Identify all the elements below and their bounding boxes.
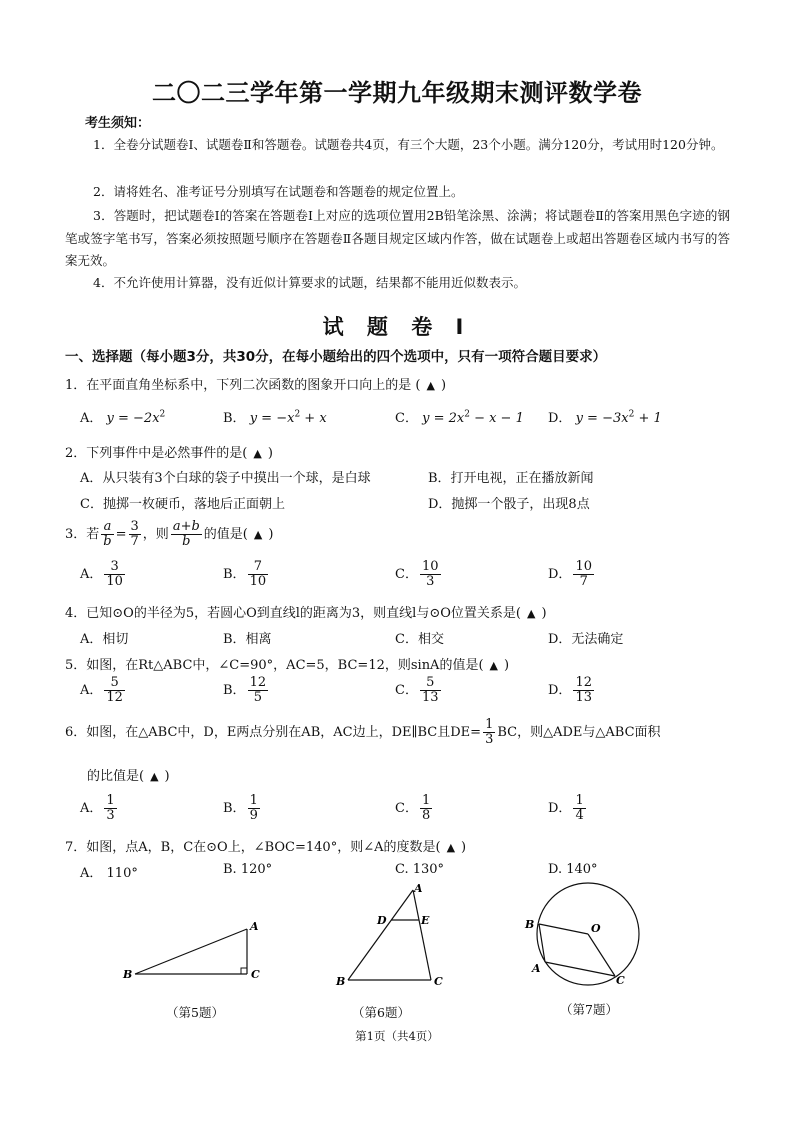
point-label-b: B xyxy=(525,918,535,931)
question-3-option-a: A． $\frac{3}{10}$ xyxy=(80,559,123,589)
segment-ob xyxy=(539,924,588,934)
section-title: 试 题 卷 Ⅰ xyxy=(322,315,472,339)
answer-blank-marker: ▲ xyxy=(253,447,262,460)
question-3-prefix: 3．若 xyxy=(65,527,100,542)
question-1 xyxy=(65,374,446,393)
question-1-close: ) xyxy=(440,378,447,393)
vertex-label-c: C xyxy=(434,975,443,988)
answer-blank-marker: ▲ xyxy=(426,379,435,392)
fraction-a-over-b: $\frac{a}{b}$ xyxy=(103,519,112,549)
page-footer: 第1页（共4页） xyxy=(355,1029,439,1043)
question-6-option-c: C． $\frac{1}{8}$ xyxy=(395,793,431,823)
question-6-stem-tail: BC，则△ADE与△ABC面积 xyxy=(497,725,661,740)
notice-item-4: 4．不允许使用计算器，没有近似计算要求的试题，结果都不能用近似数表示。 xyxy=(93,275,526,290)
question-2-option-a: A．从只装有3个白球的袋子中摸出一个球，是白球 xyxy=(80,471,371,486)
notice-item-1: 1．全卷分试题卷Ⅰ、试题卷Ⅱ和答题卷。试题卷共4页，有三个大题，23个小题。满分120分，考试用时120分钟。 xyxy=(93,137,724,152)
question-6-line-2: 的比值是( ▲ ) xyxy=(87,769,170,784)
vertex-label-e: E xyxy=(421,914,430,927)
question-3-option-d: D． $\frac{10}{7}$ xyxy=(548,559,592,589)
question-5-option-d: D． $\frac{12}{13}$ xyxy=(548,675,592,705)
vertex-label-c: C xyxy=(251,968,260,981)
question-2-option-b: B．打开电视，正在播放新闻 xyxy=(428,471,594,486)
question-6-option-b: B． $\frac{1}{9}$ xyxy=(223,793,258,823)
question-3-option-c: C． $\frac{10}{3}$ xyxy=(395,559,439,589)
notice-heading: 考生须知： xyxy=(85,116,151,131)
segment-oc xyxy=(588,934,615,976)
fraction-a-plus-b-over-b: $\frac{a+b}{b}$ xyxy=(172,519,200,549)
question-6 xyxy=(65,718,661,747)
vertex-label-b: B xyxy=(336,975,346,988)
question-4-option-a: A．相切 xyxy=(80,632,129,647)
fraction-1-over-3: $\frac{1}{3}$ xyxy=(485,717,494,747)
answer-blank-marker: ▲ xyxy=(489,659,498,672)
question-1-option-a: A． $y = -2x^2$ xyxy=(80,409,166,426)
question-3-option-b: B． $\frac{7}{10}$ xyxy=(223,559,267,589)
vertex-label-b: B xyxy=(123,968,133,981)
figure-5-right-triangle xyxy=(115,915,275,990)
notice-item-2: 2．请将姓名、准考证号分别填写在试题卷和答题卷的规定位置上。 xyxy=(93,184,464,199)
question-4-stem: 4．已知⊙O的半径为5，若圆心O到直线l的距离为3，则直线l与⊙O位置关系是( xyxy=(65,606,521,621)
figure-7-circle xyxy=(515,876,650,996)
vertex-label-d: D xyxy=(377,914,387,927)
question-6-option-a: A． $\frac{1}{3}$ xyxy=(80,793,115,823)
question-7-option-b: B. 120° xyxy=(223,862,273,877)
answer-blank-marker: ▲ xyxy=(526,607,536,620)
point-label-a: A xyxy=(532,962,541,975)
question-4-option-b: B．相离 xyxy=(223,632,272,647)
question-3: 3．若 $\frac{a}{b}$ = $\frac{3}{7}$ ，则 $\frac{a+b}{b}$ 的值是( ▲ ) xyxy=(65,519,274,549)
question-6-option-d: D． $\frac{1}{4}$ xyxy=(548,793,584,823)
answer-blank-marker: ▲ xyxy=(253,528,263,541)
vertex-label-a: A xyxy=(414,882,423,895)
question-1-option-c: C． $y = 2x^2 - x - 1$ xyxy=(395,409,524,426)
segment-ba xyxy=(135,929,247,974)
notice-item-3: 3．答题时，把试题卷Ⅰ的答案在答题卷Ⅰ上对应的选项位置用2B铅笔涂黑、涂满；将试题卷Ⅱ的答案用黑色字迹的钢笔或签字笔书写，答案必须按照题号顺序在答题卷Ⅱ各题目规定区域内作答，做在试题卷上或超出答题卷区域内书写的答案无效。 xyxy=(65,208,730,268)
answer-blank-marker: ▲ xyxy=(446,841,456,854)
segment-ab xyxy=(348,890,413,980)
figure-7-caption: （第7题） xyxy=(560,1002,618,1017)
point-label-c: C xyxy=(616,974,625,987)
question-7-stem: 7．如图，点A，B，C在⊙O上，∠BOC=140°，则∠A的度数是( xyxy=(65,840,441,855)
right-angle-mark xyxy=(241,968,247,974)
question-1-option-d: D． $y = -3x^2 + 1$ xyxy=(548,409,662,426)
figure-6-triangle xyxy=(328,882,453,992)
question-2 xyxy=(65,442,273,461)
question-4-option-d: D．无法确定 xyxy=(548,632,624,647)
fraction-3-over-7: $\frac{3}{7}$ xyxy=(130,519,139,549)
question-5-option-c: C． $\frac{5}{13}$ xyxy=(395,675,439,705)
page-title: 二〇二三学年第一学期九年级期末测评数学卷 xyxy=(152,79,642,107)
answer-blank-marker: ▲ xyxy=(150,770,159,783)
question-4-option-c: C．相交 xyxy=(395,632,444,647)
question-4: 4．已知⊙O的半径为5，若圆心O到直线l的距离为3，则直线l与⊙O位置关系是( ▲ ) xyxy=(65,606,547,621)
question-2-option-c: C．抛掷一枚硬币，落地后正面朝上 xyxy=(80,497,285,512)
point-label-o: O xyxy=(591,922,601,935)
question-5: 5．如图，在Rt△ABC中，∠C=90°，AC=5，BC=12，则sinA的值是( ▲ ) xyxy=(65,658,510,673)
question-5-option-a: A． $\frac{5}{12}$ xyxy=(80,675,123,705)
question-7-option-a: A． 110° xyxy=(80,866,138,881)
figure-6-caption: （第6题） xyxy=(352,1005,410,1020)
question-7-option-d: D. 140° xyxy=(548,862,598,877)
question-2-option-d: D．抛掷一个骰子，出现8点 xyxy=(428,497,590,512)
question-6-stem: 6．如图，在△ABC中，D，E两点分别在AB，AC边上，DE∥BC且DE= xyxy=(65,725,482,740)
question-1-stem: 1．在平面直角坐标系中，下列二次函数的图象开口向上的是 ( xyxy=(65,378,421,393)
question-2-close: ) xyxy=(267,446,273,461)
question-5-stem: 5．如图，在Rt△ABC中，∠C=90°，AC=5，BC=12，则sinA的值是( xyxy=(65,658,484,673)
part-one-heading: 一、选择题（每小题3分，共30分，在每小题给出的四个选项中，只有一项符合题目要求） xyxy=(65,349,607,365)
question-1-option-b: B． $y = -x^2 + x$ xyxy=(223,409,327,426)
vertex-label-a: A xyxy=(250,920,259,933)
segment-ac xyxy=(413,890,431,980)
question-7: 7．如图，点A，B，C在⊙O上，∠BOC=140°，则∠A的度数是( ▲ ) xyxy=(65,840,467,855)
question-2-stem: 2．下列事件中是必然事件的是( xyxy=(65,446,248,461)
question-5-option-b: B． $\frac{12}{5}$ xyxy=(223,675,267,705)
figure-5-caption: （第5题） xyxy=(166,1005,224,1020)
question-7-option-c: C. 130° xyxy=(395,862,445,877)
